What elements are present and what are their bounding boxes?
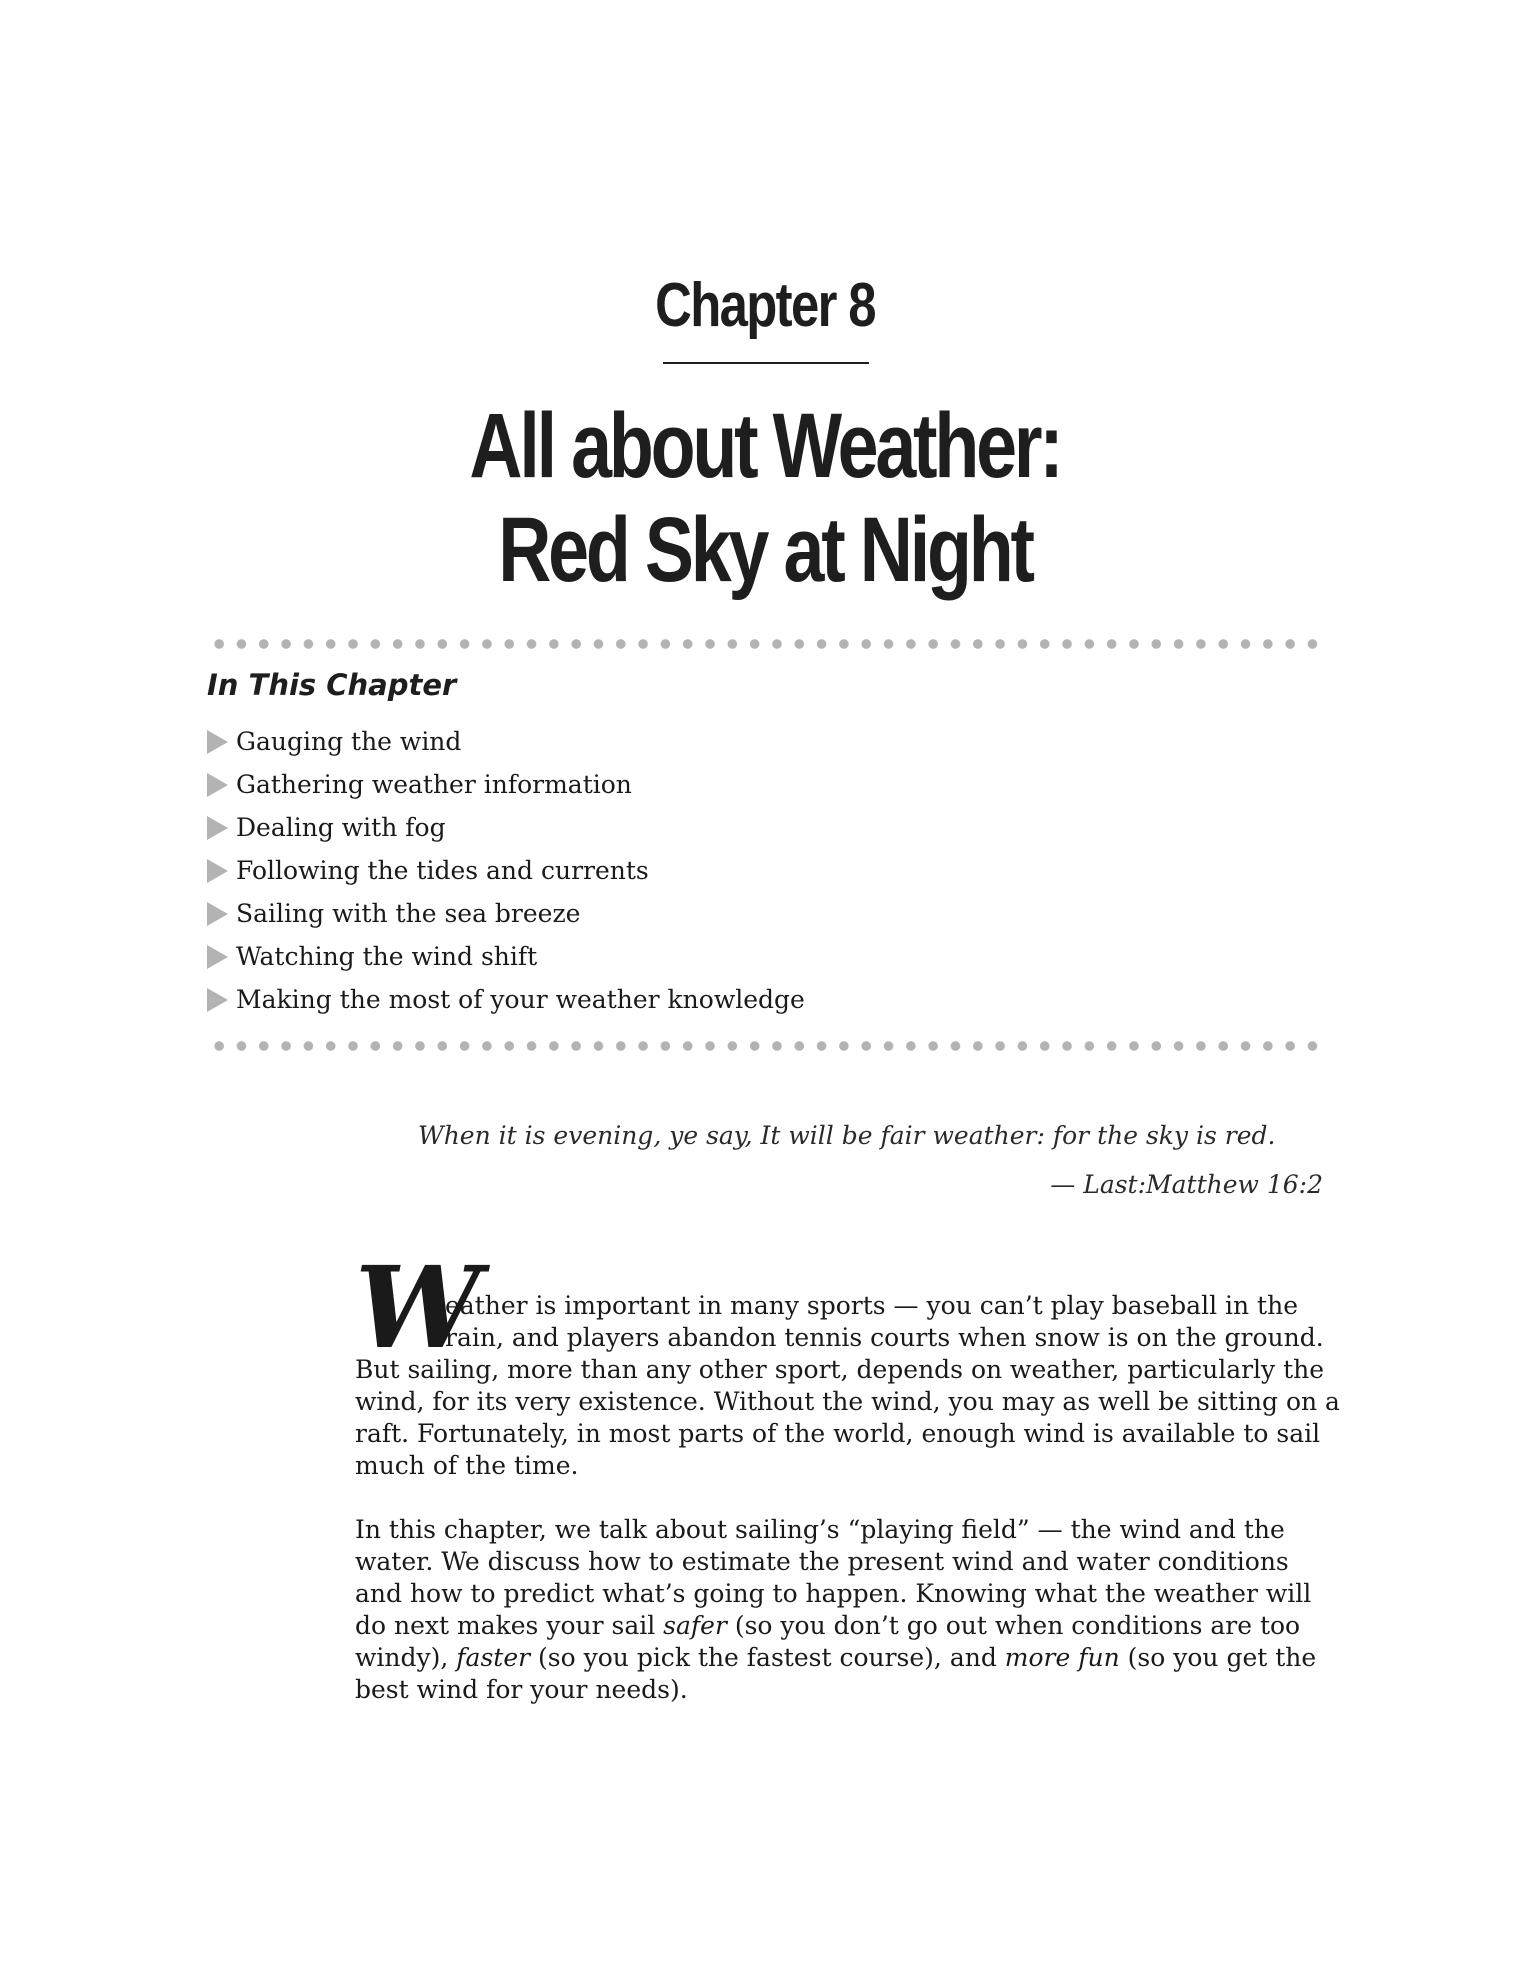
list-item xyxy=(207,935,805,978)
paragraph-line: raft. Fortunately, in most parts of the world, enough wind is available to sail xyxy=(355,1419,1321,1448)
list-item xyxy=(207,978,805,1021)
paragraph-line: and how to predict what’s going to happen. Knowing what the weather will xyxy=(355,1579,1312,1608)
chapter-underline xyxy=(663,362,869,364)
triangle-bullet-icon xyxy=(207,816,228,840)
text-run: do next makes your sail xyxy=(355,1611,664,1640)
triangle-bullet-icon xyxy=(207,859,228,883)
list-item xyxy=(207,720,805,763)
epigraph-quote: When it is evening, ye say, It will be fair weather: for the sky is red. xyxy=(418,1121,1276,1150)
list-item-text: Watching the wind shift xyxy=(236,942,538,971)
list-item-text: Making the most of your weather knowledge xyxy=(236,985,805,1014)
list-item-text: Dealing with fog xyxy=(236,813,446,842)
paragraph-line xyxy=(355,1610,1315,1642)
list-item-text: Gathering weather information xyxy=(236,770,632,799)
paragraph-line: eather is important in many sports — you can’t play baseball in the xyxy=(445,1291,1299,1320)
drop-cap: W xyxy=(355,1243,481,1374)
triangle-bullet-icon xyxy=(207,773,228,797)
list-item xyxy=(207,849,805,892)
text-run: (so you don’t go out when conditions are too xyxy=(726,1611,1301,1640)
triangle-bullet-icon xyxy=(207,902,228,926)
chapter-title-line-2: Red Sky at Night xyxy=(498,499,1032,601)
chapter-topics-list xyxy=(207,720,805,1021)
triangle-bullet-icon xyxy=(207,988,228,1012)
paragraph-line: best wind for your needs). xyxy=(355,1675,688,1704)
chapter-number: Chapter 8 xyxy=(655,271,875,340)
chapter-title xyxy=(153,394,1377,602)
text-run: windy), xyxy=(355,1643,457,1672)
paragraph-line: water. We discuss how to estimate the present wind and water conditions xyxy=(355,1547,1289,1576)
text-run: (so you pick the fastest course), and xyxy=(530,1643,1005,1672)
emphasis-faster: faster xyxy=(456,1643,531,1672)
body-paragraph-2 xyxy=(355,1514,1315,1706)
chapter-title-line-1: All about Weather: xyxy=(469,395,1061,497)
list-item xyxy=(207,763,805,806)
dotted-divider-bottom xyxy=(208,1041,1324,1051)
body-paragraph-1 xyxy=(355,1290,1340,1482)
list-item-text: Sailing with the sea breeze xyxy=(236,899,581,928)
list-item xyxy=(207,892,805,935)
list-item-text: Gauging the wind xyxy=(236,727,462,756)
emphasis-more-fun: more fun xyxy=(1004,1643,1120,1672)
list-item xyxy=(207,806,805,849)
paragraph-line xyxy=(355,1642,1315,1674)
paragraph-line: In this chapter, we talk about sailing’s “playing field” — the wind and the xyxy=(355,1515,1285,1544)
epigraph-attribution: — Last:Matthew 16:2 xyxy=(1050,1170,1323,1199)
paragraph-line: rain, and players abandon tennis courts when snow is on the ground. xyxy=(445,1323,1324,1352)
list-item-text: Following the tides and currents xyxy=(236,856,649,885)
triangle-bullet-icon xyxy=(207,945,228,969)
in-this-chapter-heading: In This Chapter xyxy=(207,668,457,702)
dotted-divider-top xyxy=(208,639,1324,649)
emphasis-safer: safer xyxy=(663,1611,727,1640)
paragraph-line: But sailing, more than any other sport, depends on weather, particularly the xyxy=(355,1355,1325,1384)
text-run: (so you get the xyxy=(1119,1643,1317,1672)
paragraph-line: much of the time. xyxy=(355,1451,579,1480)
paragraph-line: wind, for its very existence. Without the wind, you may as well be sitting on a xyxy=(355,1387,1340,1416)
triangle-bullet-icon xyxy=(207,730,228,754)
